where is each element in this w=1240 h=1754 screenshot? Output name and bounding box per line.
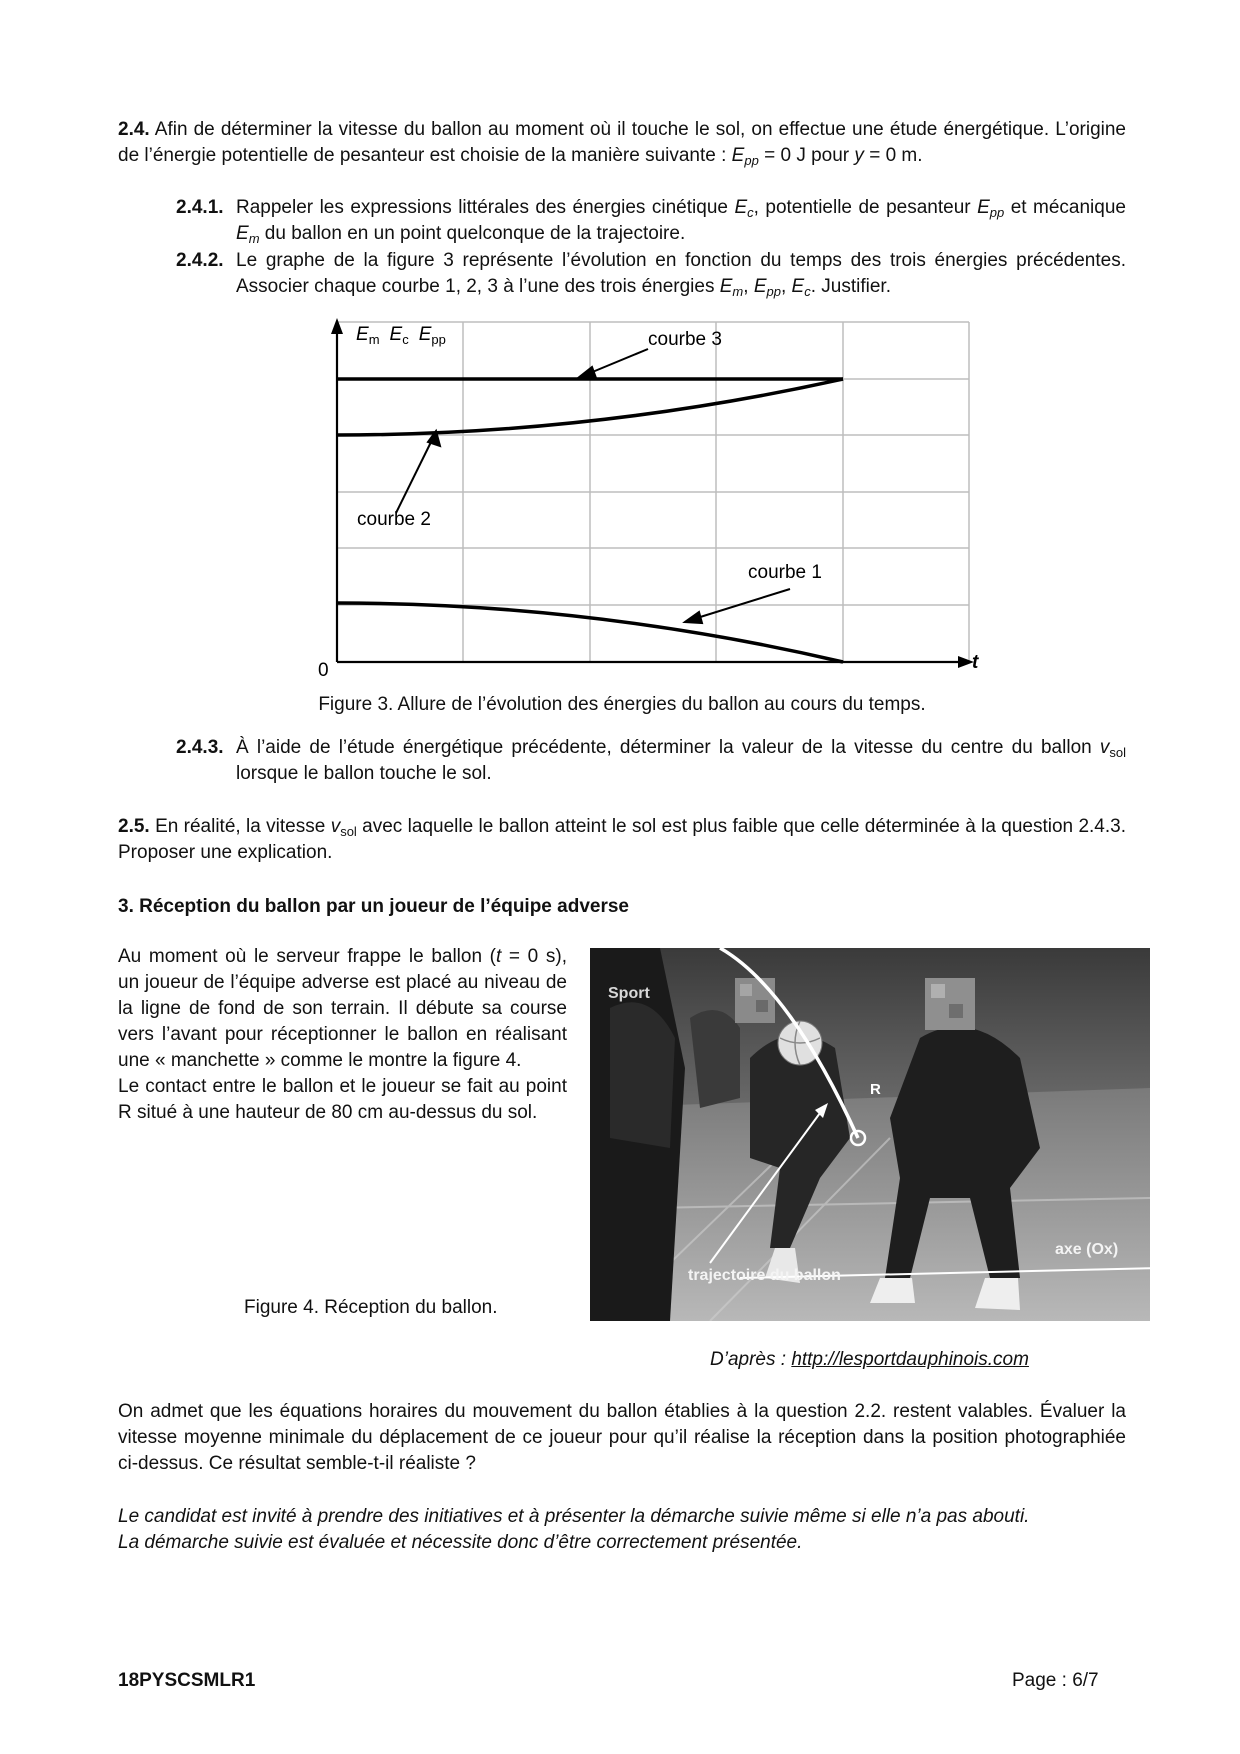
intro-paragraph-1: Au moment où le serveur frappe le ballon (t = 0 s), un joueur de l’équipe adverse est placé au niveau de la ligne de fond de son terrain. Il débute sa course vers l’avant pour réceptionner le ballon en réalisant une « manchette » comme le montre la figure 4. bbox=[118, 946, 567, 1071]
paragraph-2-4: 2.4. Afin de déterminer la vitesse du ballon au moment où il touche le sol, on effectue une étude énergétique. L’origine de l’énergie potentielle de pesanteur est choisie de la manière suivante : $E_{pp} = 0$ J pour y = 0 m. bbox=[118, 119, 1126, 168]
question-2-4-1: 2.4.1. Rappeler les expressions littérales des énergies cinétique $E_c$, potentielle de pesanteur $E_{pp}$ et mécanique $E_m$ du ballon en un point quelconque de la trajectoire. bbox=[176, 197, 1126, 246]
figure-4-photo bbox=[590, 948, 1150, 1321]
candidate-note-line-1: Le candidat est invité à prendre des initiatives et à présenter la démarche suivie même si elle n’a pas abouti. bbox=[118, 1506, 1030, 1527]
section-3-intro bbox=[118, 944, 567, 1126]
question-2-4-2: 2.4.2. Le graphe de la figure 3 représente l’évolution en fonction du temps des trois énergies précédentes. Associer chaque courbe 1, 2, 3 à l’une des trois énergies $E_m$, $E_{pp}$, $E_c$. Justifier. bbox=[176, 250, 1126, 299]
footer-code: 18PYSCSMLR1 bbox=[118, 1670, 256, 1691]
figure-3-energy-graph bbox=[0, 0, 1240, 700]
question-2-4-3: 2.4.3. À l’aide de l’étude énergétique précédente, déterminer la valeur de la vitesse du centre du ballon $v_{sol}$ lorsque le ballon touche le sol. bbox=[176, 737, 1126, 784]
pointer-arrows bbox=[396, 349, 790, 623]
origin-label: 0 bbox=[318, 660, 329, 681]
label-curve-1: courbe 1 bbox=[748, 562, 822, 583]
label-curve-2: courbe 2 bbox=[357, 509, 431, 530]
trajectory-label: trajectoire du ballon bbox=[688, 1267, 841, 1284]
label-curve-3: courbe 3 bbox=[648, 329, 722, 350]
candidate-note bbox=[118, 1504, 1126, 1556]
y-axis-arrow-icon bbox=[331, 318, 343, 334]
point-r-label: R bbox=[870, 1081, 881, 1098]
arrowhead-curve-1-icon bbox=[685, 612, 702, 623]
figure-4-caption: Figure 4. Réception du ballon. bbox=[244, 1297, 498, 1318]
paragraph-2-5: 2.5. En réalité, la vitesse $v_{sol}$ avec laquelle le ballon atteint le sol est plus faible que celle déterminée à la question 2.4.3. Proposer une explication. bbox=[118, 816, 1127, 863]
arrowhead-curve-3-icon bbox=[578, 367, 596, 378]
axis-ox-label: axe (Ox) bbox=[1055, 1241, 1119, 1258]
y-axis-label: $E_m$ $E_c$ $E_{pp}$ bbox=[356, 324, 446, 347]
x-axis-label: t bbox=[972, 652, 979, 673]
footer-page-number: Page : 6/7 bbox=[1012, 1670, 1099, 1691]
source-link[interactable]: http://lesportdauphinois.com bbox=[791, 1349, 1029, 1370]
intro-paragraph-2: Le contact entre le ballon et le joueur se fait au point R situé à une hauteur de 80 cm au-dessus du sol. bbox=[118, 1076, 567, 1123]
grid bbox=[337, 322, 969, 662]
jersey-text: Sport bbox=[608, 985, 650, 1002]
candidate-note-line-2: La démarche suivie est évaluée et nécessite donc d’être correctement présentée. bbox=[118, 1532, 803, 1553]
section-3-heading: 3. Réception du ballon par un joueur de l’équipe adverse bbox=[118, 896, 629, 917]
section-3-question: On admet que les équations horaires du mouvement du ballon établies à la question 2.2. restent valables. Évaluer la vitesse moyenne minimale du déplacement de ce joueur pour qu’il réalise la réception dans la position photographiée ci-dessus. Ce résultat semble-t-il réaliste ? bbox=[118, 1401, 1126, 1474]
photo-source: D’après : http://lesportdauphinois.com bbox=[710, 1349, 1029, 1370]
figure-3-caption: Figure 3. Allure de l’évolution des énergies du ballon au cours du temps. bbox=[318, 694, 926, 715]
